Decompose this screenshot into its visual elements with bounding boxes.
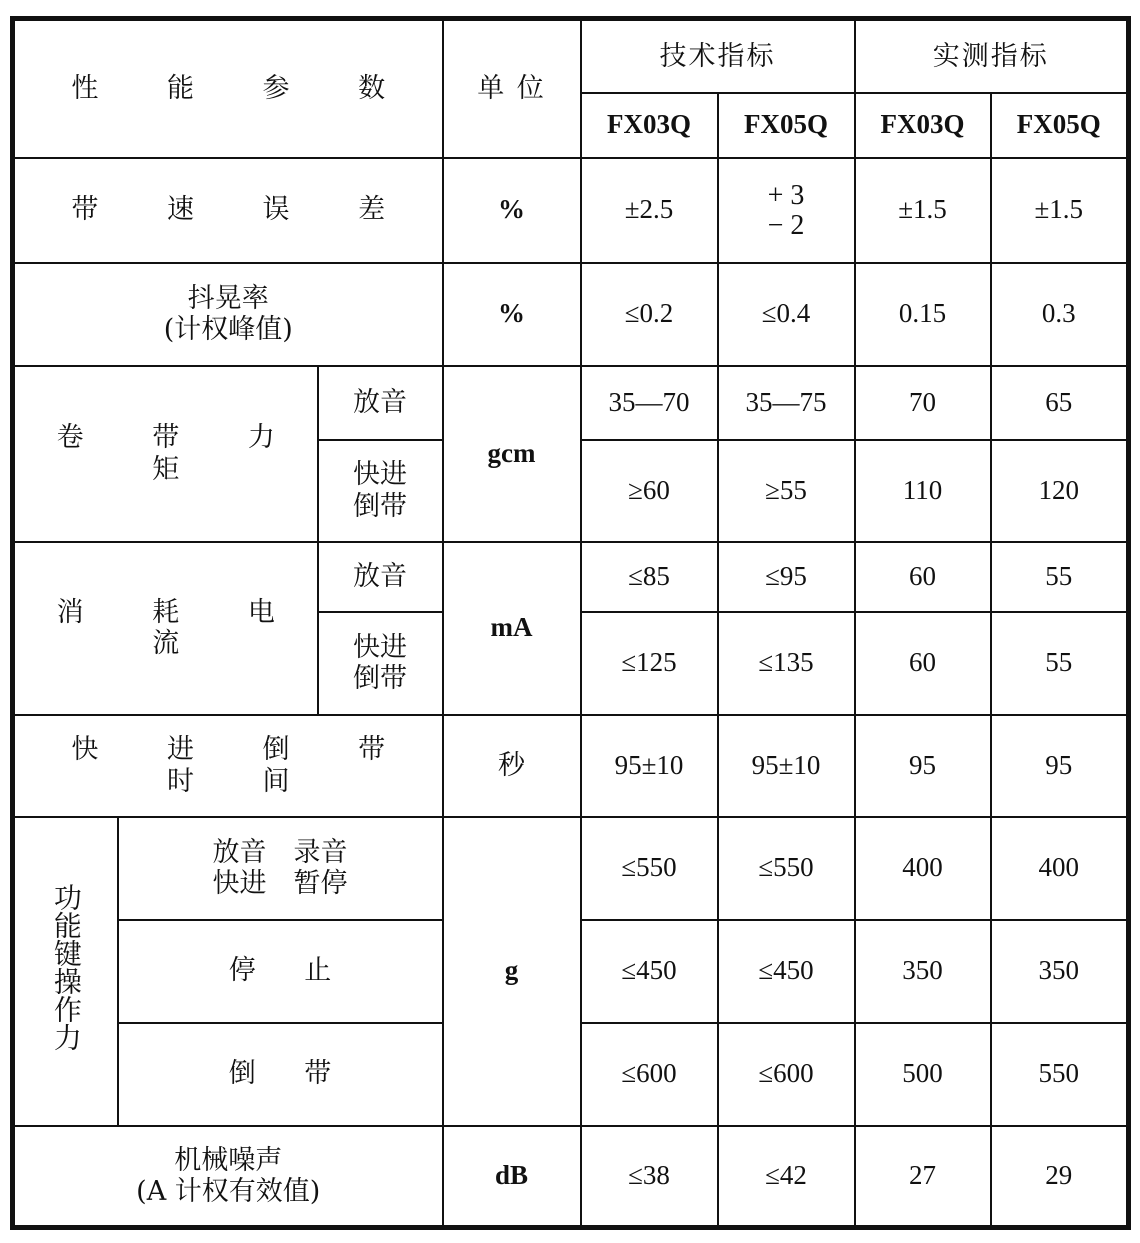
header-param: 性 能 参 数 [13, 19, 443, 158]
row-label-line1: 机械噪声 [174, 1144, 283, 1176]
plus-value: + 3 [767, 180, 805, 212]
row-label-line1: 抖晃率 [187, 282, 269, 314]
cell-meas-fx03q: 400 [855, 817, 991, 920]
row-label: 消 耗 电 流 [13, 542, 318, 715]
cell-meas-fx05q: 55 [991, 542, 1129, 612]
row-unit: mA [443, 542, 581, 715]
row-unit: % [443, 263, 581, 366]
cell-tech-fx05q: ≤450 [718, 920, 855, 1023]
cell-tech-fx03q: ≤38 [581, 1126, 718, 1228]
row-label: 带 速 误 差 [13, 158, 443, 263]
cell-tech-fx03q: ≤125 [581, 612, 718, 715]
cell-tech-fx03q: ≤600 [581, 1023, 718, 1126]
cell-meas-fx05q: 350 [991, 920, 1129, 1023]
cell-tech-fx03q: ≤0.2 [581, 263, 718, 366]
row-unit: dB [443, 1126, 581, 1228]
cell-tech-fx05q: ≤135 [718, 612, 855, 715]
spec-table [10, 16, 1131, 1230]
sub-label [118, 817, 443, 920]
table-row-ffrew-time [13, 715, 1129, 817]
sub-label: 放音 [318, 542, 443, 612]
row-label: 卷 带 力 矩 [13, 366, 318, 542]
row-label-line2: (计权峰值) [163, 314, 293, 345]
table-row-current-play [13, 542, 1129, 612]
row-label [13, 1126, 443, 1228]
row-label-line2: (A 计权有效值) [136, 1175, 321, 1207]
cell-tech-fx05q: ≤42 [718, 1126, 855, 1228]
row-label [13, 263, 443, 366]
row-label [13, 817, 118, 1126]
row-label-vertical: 功能键操作力 [49, 883, 83, 1052]
cell-tech-fx05q: ≥55 [718, 440, 855, 542]
header-tech-group: 技术指标 [581, 19, 855, 93]
cell-tech-fx03q: 35—70 [581, 366, 718, 440]
cell-meas-fx03q: 0.15 [855, 263, 991, 366]
cell-meas-fx03q: ±1.5 [855, 158, 991, 263]
sub-label [318, 612, 443, 715]
row-unit: 秒 [443, 715, 581, 817]
header-meas-fx05q: FX05Q [991, 93, 1129, 158]
cell-meas-fx03q: 350 [855, 920, 991, 1023]
sub-label-line1: 快进 [353, 631, 407, 663]
sub-label-line2: 倒带 [353, 490, 407, 522]
cell-meas-fx03q: 60 [855, 612, 991, 715]
cell-meas-fx03q: 70 [855, 366, 991, 440]
cell-tech-fx05q [718, 158, 855, 263]
cell-meas-fx05q: ±1.5 [991, 158, 1129, 263]
cell-meas-fx03q: 95 [855, 715, 991, 817]
cell-tech-fx05q: ≤550 [718, 817, 855, 920]
cell-tech-fx03q: ±2.5 [581, 158, 718, 263]
cell-tech-fx05q: 95±10 [718, 715, 855, 817]
table-row-torque-play [13, 366, 1129, 440]
cell-meas-fx05q: 120 [991, 440, 1129, 542]
row-unit: gcm [443, 366, 581, 542]
header-meas-fx03q: FX03Q [855, 93, 991, 158]
cell-tech-fx03q: ≤450 [581, 920, 718, 1023]
row-label: 快 进 倒 带 时 间 [13, 715, 443, 817]
cell-meas-fx05q: 29 [991, 1126, 1129, 1228]
sub-label: 倒 带 [118, 1023, 443, 1126]
cell-meas-fx03q: 27 [855, 1126, 991, 1228]
cell-tech-fx03q: 95±10 [581, 715, 718, 817]
sub-label-line2: 快进 暂停 [212, 868, 348, 899]
cell-meas-fx05q: 400 [991, 817, 1129, 920]
cell-tech-fx03q: ≤550 [581, 817, 718, 920]
sub-label: 停 止 [118, 920, 443, 1023]
header-tech-fx05q: FX05Q [718, 93, 855, 158]
cell-tech-fx05q: ≤95 [718, 542, 855, 612]
sub-label: 放音 [318, 366, 443, 440]
sub-label [318, 440, 443, 542]
header-unit: 单 位 [443, 19, 581, 158]
cell-meas-fx05q: 0.3 [991, 263, 1129, 366]
cell-tech-fx03q: ≤85 [581, 542, 718, 612]
sub-label-line2: 倒带 [353, 663, 407, 694]
cell-meas-fx05q: 55 [991, 612, 1129, 715]
row-unit: % [443, 158, 581, 263]
cell-tech-fx05q: ≤600 [718, 1023, 855, 1126]
sub-label-line1: 放音 录音 [212, 836, 348, 868]
cell-meas-fx03q: 60 [855, 542, 991, 612]
table-row-speed-error [13, 158, 1129, 263]
cell-meas-fx05q: 550 [991, 1023, 1129, 1126]
header-tech-fx03q: FX03Q [581, 93, 718, 158]
header-meas-group: 实测指标 [855, 19, 1129, 93]
cell-meas-fx05q: 65 [991, 366, 1129, 440]
table-row-keyforce-main [13, 817, 1129, 920]
cell-meas-fx03q: 500 [855, 1023, 991, 1126]
cell-tech-fx05q: ≤0.4 [718, 263, 855, 366]
table-row-noise [13, 1126, 1129, 1228]
minus-value: − 2 [767, 209, 805, 241]
table-row-wow-flutter [13, 263, 1129, 366]
cell-meas-fx03q: 110 [855, 440, 991, 542]
cell-meas-fx05q: 95 [991, 715, 1129, 817]
cell-tech-fx03q: ≥60 [581, 440, 718, 542]
sub-label-line1: 快进 [353, 459, 407, 491]
row-unit: g [443, 817, 581, 1126]
cell-tech-fx05q: 35—75 [718, 366, 855, 440]
